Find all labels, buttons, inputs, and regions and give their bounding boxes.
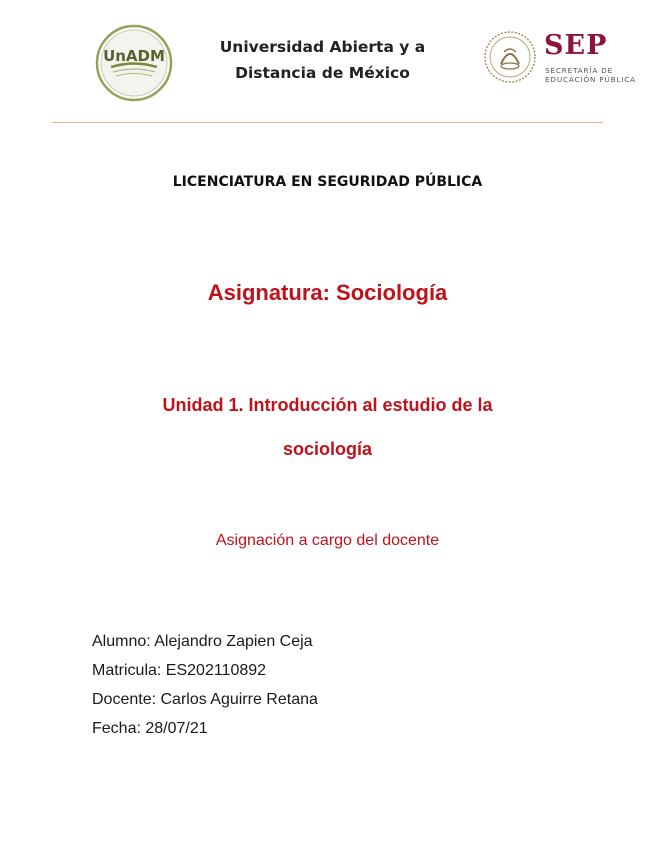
sep-subtitle-line1: SECRETARÍA DE	[545, 66, 614, 75]
enrollment-number: Matricula: ES202110892	[92, 662, 267, 679]
student-info	[92, 627, 318, 743]
university-name	[190, 34, 455, 86]
unit-title-line1: Unidad 1. Introducción al estudio de la	[162, 395, 493, 415]
university-name-line2: Distancia de México	[235, 64, 410, 82]
sep-subtitle-line2: EDUCACIÓN PÚBLICA	[545, 75, 636, 84]
header-divider	[52, 122, 603, 123]
document-date: Fecha: 28/07/21	[92, 720, 208, 737]
university-name-line1: Universidad Abierta y a	[219, 38, 426, 56]
subject-title: Asignatura: Sociología	[207, 280, 448, 305]
sep-title: SEP	[544, 30, 608, 61]
assignment-title: Asignación a cargo del docente	[215, 532, 440, 549]
unit-title-line2: sociología	[282, 439, 372, 459]
document-header	[0, 0, 655, 125]
student-name: Alumno: Alejandro Zapien Ceja	[92, 633, 313, 650]
teacher-name: Docente: Carlos Aguirre Retana	[92, 691, 318, 708]
unadm-logo-text: UnADM	[103, 47, 165, 65]
unadm-logo	[95, 24, 173, 102]
degree-title: LICENCIATURA EN SEGURIDAD PÚBLICA	[172, 174, 483, 190]
unit-title	[0, 383, 655, 471]
sep-subtitle	[545, 66, 636, 84]
sep-logo	[483, 30, 648, 90]
mexico-seal-icon	[483, 30, 537, 84]
